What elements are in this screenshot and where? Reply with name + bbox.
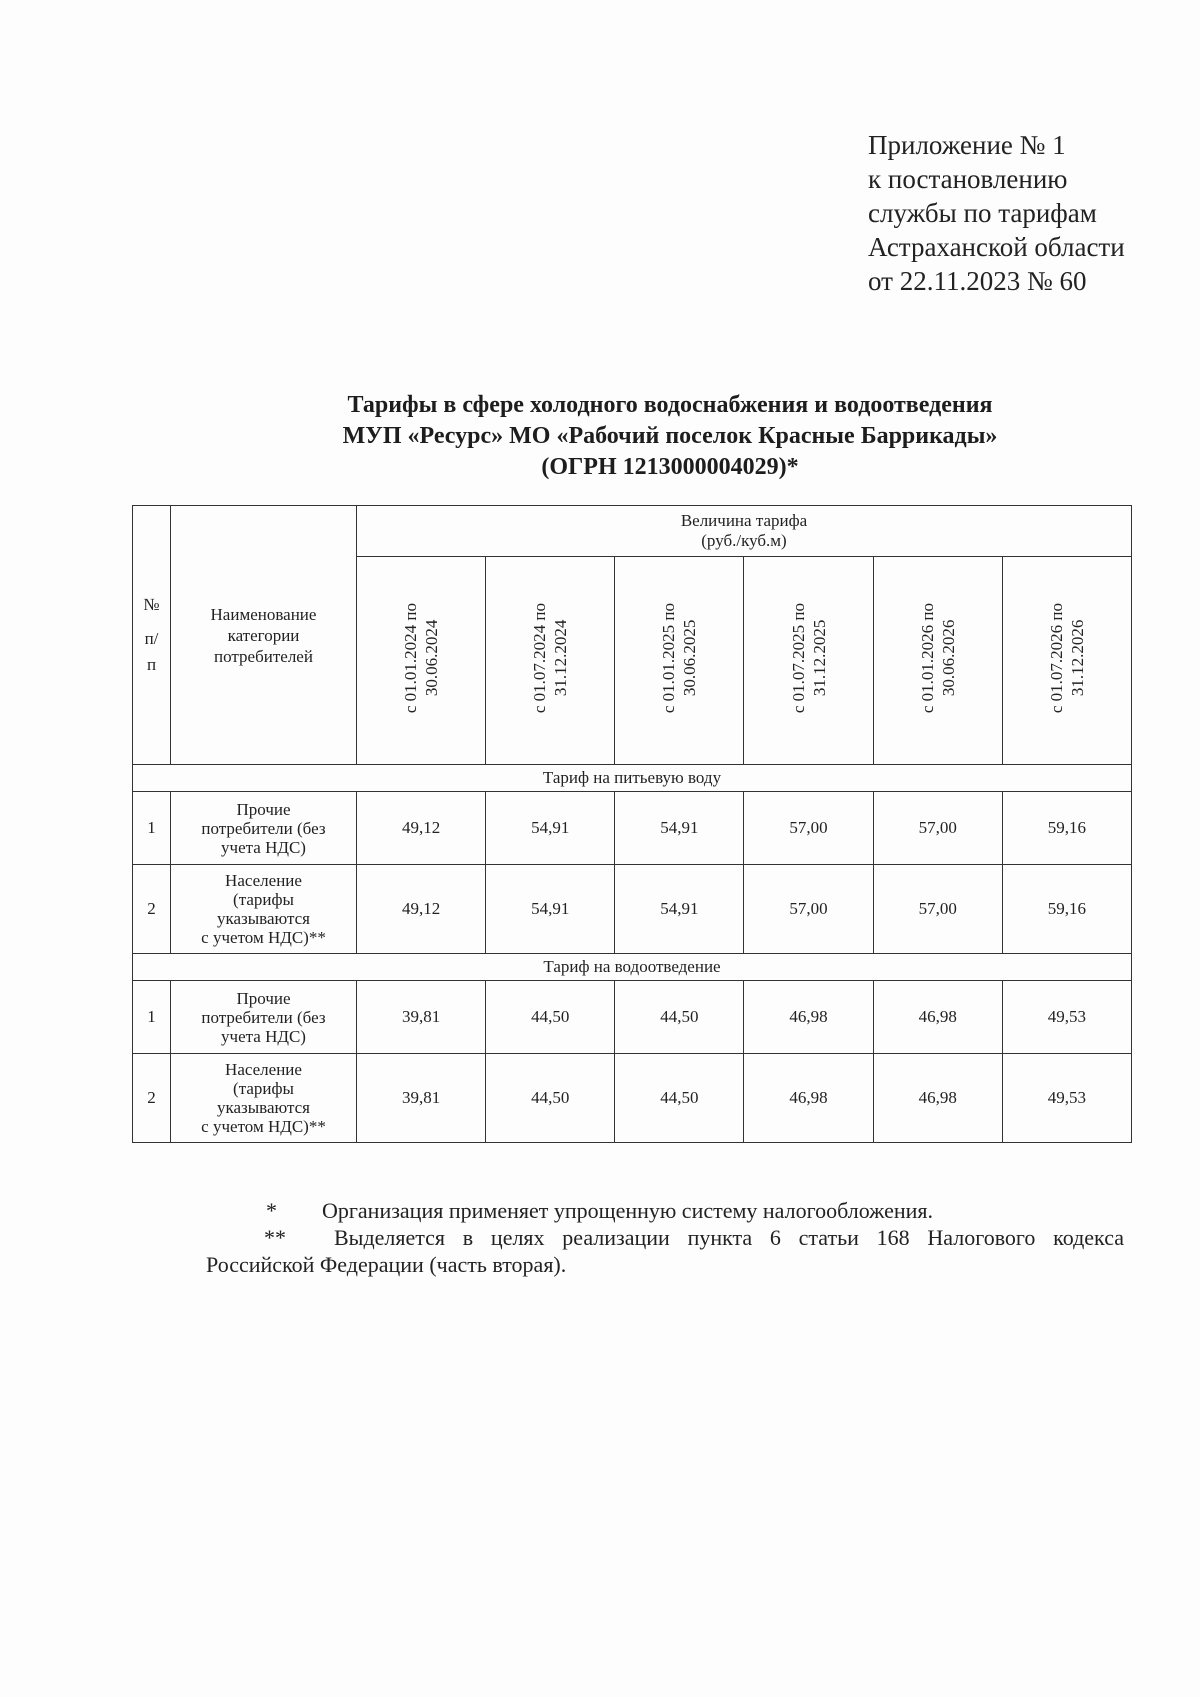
tariff-value: 54,91 [615,792,744,865]
appendix-header [868,128,1125,298]
appendix-line: службы по тарифам [868,198,1097,228]
header-period-cell: с 01.07.2024 по 31.12.2024 [486,557,615,765]
table-row [133,981,1132,1054]
tariff-value: 44,50 [615,981,744,1054]
tariff-table [132,505,1132,1143]
table-row [133,792,1132,865]
header-tariff-group-cell: Величина тарифа (руб./куб.м) [357,506,1132,557]
row-category: Прочие потребители (без учета НДС) [171,981,357,1054]
footnote-text: Выделяется в целях реализации пункта 6 статьи 168 Налогового кодекса [334,1225,1124,1250]
tariff-value: 49,12 [357,792,486,865]
header-category-cell: Наименование категории потребителей [171,506,357,765]
row-category: Прочие потребители (без учета НДС) [171,792,357,865]
header-period-cell: с 01.07.2025 по 31.12.2025 [744,557,873,765]
tariff-value: 49,53 [1002,981,1131,1054]
appendix-line: Астраханской области [868,232,1125,262]
table-row [133,1054,1132,1143]
footnote-2 [206,1224,1124,1251]
section-title-wastewater: Тариф на водоотведение [133,954,1132,981]
tariff-value: 57,00 [744,792,873,865]
title-line: (ОГРН 1213000004029)* [541,454,799,480]
title-line: МУП «Ресурс» МО «Рабочий поселок Красные Баррикады» [342,423,998,449]
appendix-line: от 22.11.2023 № 60 [868,266,1087,296]
tariff-value: 46,98 [873,1054,1002,1143]
tariff-value: 57,00 [873,865,1002,954]
document-title [200,390,1140,483]
tariff-value: 44,50 [486,1054,615,1143]
tariff-value: 39,81 [357,981,486,1054]
row-number: 1 [133,792,171,865]
header-period-cell: с 01.01.2025 по 30.06.2025 [615,557,744,765]
footnotes [206,1197,1124,1278]
appendix-line: Приложение № 1 [868,130,1066,160]
header-period-cell: с 01.01.2026 по 30.06.2026 [873,557,1002,765]
row-number: 2 [133,865,171,954]
table-row [133,865,1132,954]
tariff-value: 57,00 [873,792,1002,865]
tariff-value: 44,50 [486,981,615,1054]
tariff-value: 54,91 [615,865,744,954]
tariff-value: 49,53 [1002,1054,1131,1143]
tariff-value: 46,98 [744,981,873,1054]
footnote-mark: ** [264,1225,286,1250]
title-line: Тарифы в сфере холодного водоснабжения и водоотведения [347,392,993,418]
tariff-value: 46,98 [744,1054,873,1143]
tariff-value: 59,16 [1002,792,1131,865]
header-number-cell: № п/ п [133,506,171,765]
footnote-text: Российской Федерации (часть вторая). [206,1252,567,1277]
tariff-value: 46,98 [873,981,1002,1054]
section-title-drinking-water: Тариф на питьевую воду [133,765,1132,792]
tariff-value: 39,81 [357,1054,486,1143]
tariff-value: 59,16 [1002,865,1131,954]
row-category: Население (тарифы указываются с учетом НДС)** [171,865,357,954]
row-number: 1 [133,981,171,1054]
row-category: Население (тарифы указываются с учетом НДС)** [171,1054,357,1143]
footnote-mark: * [266,1198,277,1223]
tariff-value: 49,12 [357,865,486,954]
header-period-cell: с 01.01.2024 по 30.06.2024 [357,557,486,765]
tariff-value: 44,50 [615,1054,744,1143]
footnote-1 [206,1197,1124,1224]
row-number: 2 [133,1054,171,1143]
tariff-value: 54,91 [486,792,615,865]
footnote-text: Организация применяет упрощенную систему налогообложения. [322,1198,934,1223]
tariff-value: 57,00 [744,865,873,954]
appendix-line: к постановлению [868,164,1068,194]
footnote-2-continuation [206,1251,1124,1278]
header-period-cell: с 01.07.2026 по 31.12.2026 [1002,557,1131,765]
tariff-value: 54,91 [486,865,615,954]
